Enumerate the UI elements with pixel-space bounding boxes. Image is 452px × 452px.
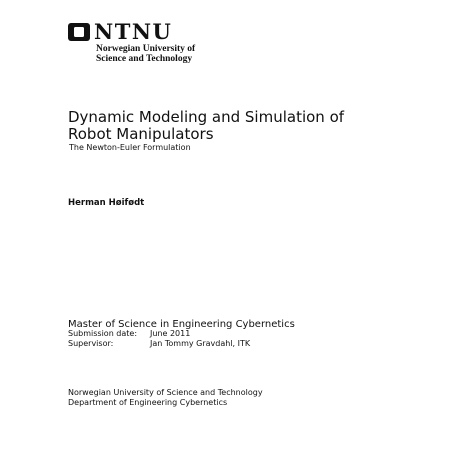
ntnu-logo	[68, 21, 268, 65]
title-line2: Robot Manipulators	[68, 125, 214, 143]
footer-university: Norwegian University of Science and Technology	[68, 388, 263, 397]
document-title	[68, 109, 408, 143]
logo-wordmark: NTNU	[94, 19, 173, 44]
footer-department: Department of Engineering Cybernetics	[68, 398, 228, 407]
author-name: Herman Høifødt	[68, 198, 145, 208]
submission-date-row	[68, 329, 190, 339]
title-line1: Dynamic Modeling and Simulation of	[68, 108, 345, 126]
document-subtitle: The Newton-Euler Formulation	[69, 143, 191, 152]
supervisor-row	[68, 339, 250, 349]
supervisor-value: Jan Tommy Gravdahl, ITK	[150, 339, 251, 348]
submission-date-label: Submission date:	[68, 329, 138, 338]
ntnu-logo-icon	[68, 23, 90, 41]
logo-subtitle-line1: Norwegian University of	[96, 44, 196, 54]
degree-program: Master of Science in Engineering Cybernetics	[68, 319, 295, 330]
submission-date-value: June 2011	[150, 329, 191, 338]
supervisor-label: Supervisor:	[68, 339, 114, 348]
logo-subtitle-line2: Science and Technology	[96, 54, 193, 64]
